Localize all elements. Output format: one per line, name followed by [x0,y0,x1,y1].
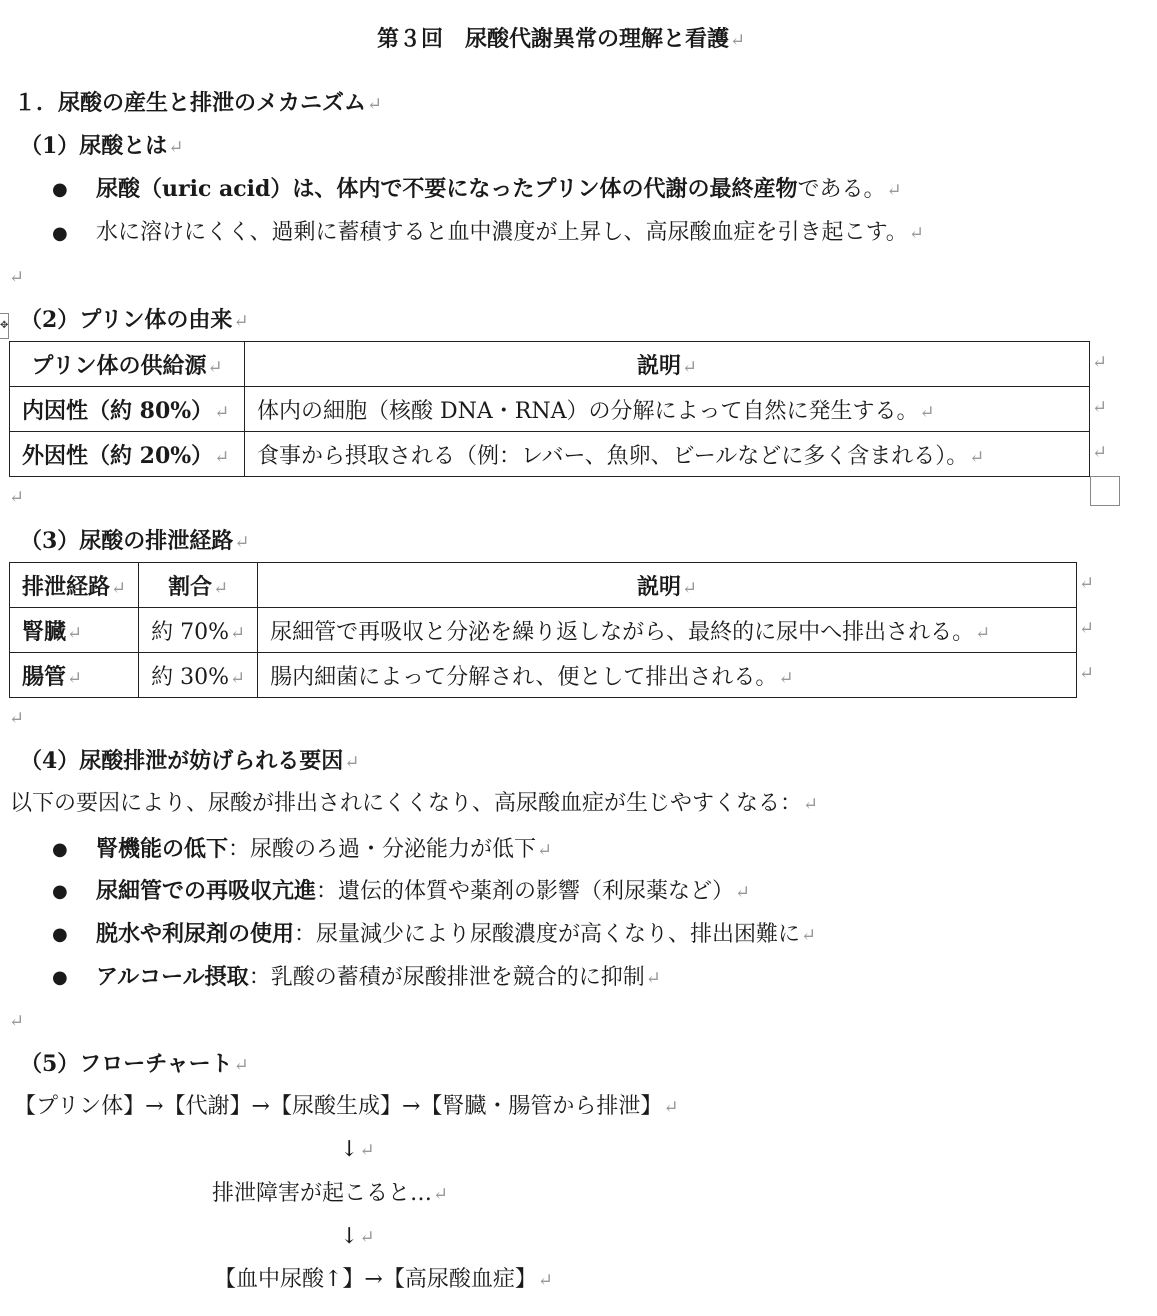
table-header-cell: 排泄経路↵ [10,563,139,608]
sub2-heading: （2）プリン体の由来↵ [20,307,249,333]
bullet-icon: ● [52,839,68,860]
table-row [10,608,1077,653]
bullet-icon: ● [52,179,68,200]
table-resize-handle[interactable] [1090,476,1120,506]
excretion-route-table [9,562,1077,698]
purine-source-table [9,341,1090,477]
row-end-mark: ↵ [1092,442,1108,463]
table-header-cell: プリン体の供給源↵ [10,342,245,387]
bullet-icon: ● [52,223,68,244]
table-header-cell: 割合↵ [139,563,258,608]
table-cell: 内因性（約 80%）↵ [10,387,245,432]
flowchart-arrow-1: ↓↵ [340,1137,375,1162]
sub1-bullet-1: 尿酸（uric acid）は、体内で不要になったプリン体の代謝の最終産物である。↵ [96,176,902,202]
document-title: 第３回 尿酸代謝異常の理解と看護↵ [377,26,746,52]
table-cell: 尿細管で再吸収と分泌を繰り返しながら、最終的に尿中へ排出される。↵ [258,608,1077,653]
table-cell: 食事から摂取される（例：レバー、魚卵、ビールなどに多く含まれる）。↵ [245,432,1090,477]
flowchart-arrow-2: ↓↵ [340,1224,375,1249]
factor-item: 脱水や利尿剤の使用：尿量減少により尿酸濃度が高くなり、排出困難に↵ [96,921,817,947]
empty-paragraph: ↵ [9,708,25,729]
table-move-handle-icon[interactable]: ✥ [0,313,9,339]
row-end-mark: ↵ [1079,573,1095,594]
table-header-cell: 説明↵ [245,342,1090,387]
table-header-row [10,563,1077,608]
table-cell: 外因性（約 20%）↵ [10,432,245,477]
row-end-mark: ↵ [1092,352,1108,373]
table-row [10,387,1090,432]
section1-heading: １．尿酸の産生と排泄のメカニズム↵ [14,90,383,116]
sub1-bullet-2: 水に溶けにくく、過剰に蓄積すると血中濃度が上昇し、高尿酸血症を引き起こす。↵ [96,220,924,245]
table-cell: 腸内細菌によって分解され、便として排出される。↵ [258,653,1077,698]
empty-paragraph: ↵ [9,1011,25,1032]
sub4-heading: （4）尿酸排泄が妨げられる要因↵ [20,748,360,774]
table-header-cell: 説明↵ [258,563,1077,608]
table-cell: 腸管↵ [10,653,139,698]
factor-item: 腎機能の低下：尿酸のろ過・分泌能力が低下↵ [96,836,553,862]
factor-item: アルコール摂取：乳酸の蓄積が尿酸排泄を競合的に抑制↵ [96,964,661,990]
sub4-intro: 以下の要因により、尿酸が排出されにくくなり、高尿酸血症が生じやすくなる：↵ [10,791,819,816]
flowchart-line-2: 排泄障害が起こると…↵ [212,1181,449,1206]
table-row [10,653,1077,698]
empty-paragraph: ↵ [9,267,25,288]
row-end-mark: ↵ [1092,397,1108,418]
flowchart-line-1: 【プリン体】→【代謝】→【尿酸生成】→【腎臓・腸管から排泄】↵ [14,1094,679,1119]
empty-paragraph: ↵ [9,487,25,508]
bullet-icon: ● [52,967,68,988]
row-end-mark: ↵ [1079,618,1095,639]
sub5-heading: （5）フローチャート↵ [20,1051,249,1077]
row-end-mark: ↵ [1079,663,1095,684]
factor-item: 尿細管での再吸収亢進：遺伝的体質や薬剤の影響（利尿薬など）↵ [96,878,751,904]
table-cell: 腎臓↵ [10,608,139,653]
bullet-icon: ● [52,881,68,902]
flowchart-line-3: 【血中尿酸↑】→【高尿酸血症】↵ [214,1267,553,1292]
table-row [10,432,1090,477]
table-cell: 約 30%↵ [139,653,258,698]
sub1-heading: （1）尿酸とは↵ [20,133,184,159]
table-cell: 約 70%↵ [139,608,258,653]
table-header-row [10,342,1090,387]
bullet-icon: ● [52,924,68,945]
sub3-heading: （3）尿酸の排泄経路↵ [20,528,250,554]
table-cell: 体内の細胞（核酸 DNA・RNA）の分解によって自然に発生する。↵ [245,387,1090,432]
